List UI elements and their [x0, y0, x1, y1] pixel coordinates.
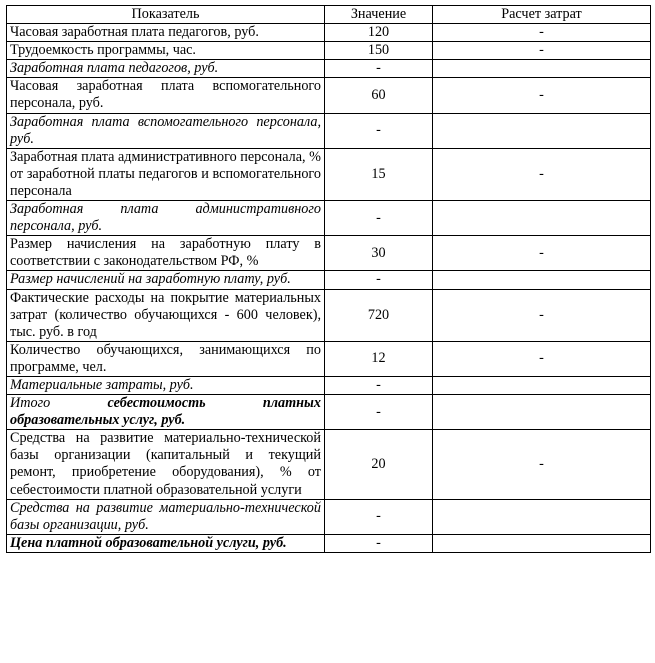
indicator-cell: Часовая заработная плата педагогов, руб.	[7, 24, 325, 42]
calc-cell	[433, 113, 651, 148]
indicator-prefix: Итого	[10, 395, 108, 412]
indicator-cell: Размер начисления на заработную плату в соответствии с законодательством РФ, %	[7, 236, 325, 271]
indicator-cell: Количество обучающихся, занимающихся по программе, чел.	[7, 341, 325, 376]
table-row	[7, 271, 651, 289]
value-cell: -	[325, 271, 433, 289]
table-row	[7, 289, 651, 341]
value-cell: -	[325, 534, 433, 552]
table-row	[7, 60, 651, 78]
calc-cell	[433, 60, 651, 78]
indicator-bold: себестоимость платных образовательных услуг, руб.	[10, 395, 321, 429]
calc-cell: -	[433, 42, 651, 60]
table-row	[7, 201, 651, 236]
indicator-cell: Средства на развитие материально-технической базы организации, руб.	[7, 499, 325, 534]
indicator-cell: Материальные затраты, руб.	[7, 376, 325, 394]
header-indicator: Показатель	[7, 6, 325, 24]
indicator-cell: Трудоемкость программы, час.	[7, 42, 325, 60]
calc-cell	[433, 376, 651, 394]
value-cell: 30	[325, 236, 433, 271]
calc-cell: -	[433, 24, 651, 42]
indicator-cell: Заработная плата вспомогательного персонала, руб.	[7, 113, 325, 148]
value-cell: 60	[325, 78, 433, 113]
table-row	[7, 148, 651, 200]
table-row	[7, 534, 651, 552]
indicator-cell: Заработная плата педагогов, руб.	[7, 60, 325, 78]
table-row	[7, 395, 651, 430]
value-cell: -	[325, 499, 433, 534]
table-row	[7, 113, 651, 148]
indicator-cell: Заработная плата административного персонала, руб.	[7, 201, 325, 236]
indicator-cell: Фактические расходы на покрытие материальных затрат (количество обучающихся - 600 человек), тыс. руб. в год	[7, 289, 325, 341]
table-row	[7, 42, 651, 60]
cost-calculation-table	[6, 5, 651, 553]
header-value: Значение	[325, 6, 433, 24]
calc-cell	[433, 201, 651, 236]
calc-cell: -	[433, 430, 651, 499]
value-cell: -	[325, 201, 433, 236]
table-row	[7, 430, 651, 499]
calc-cell: -	[433, 236, 651, 271]
table-row	[7, 499, 651, 534]
indicator-cell: Размер начислений на заработную плату, руб.	[7, 271, 325, 289]
value-cell: -	[325, 376, 433, 394]
calc-cell: -	[433, 289, 651, 341]
value-cell: 120	[325, 24, 433, 42]
value-cell: 20	[325, 430, 433, 499]
table-row	[7, 341, 651, 376]
calc-cell: -	[433, 341, 651, 376]
header-calc: Расчет затрат	[433, 6, 651, 24]
calc-cell: -	[433, 148, 651, 200]
table-row	[7, 376, 651, 394]
header-row	[7, 6, 651, 24]
value-cell: 12	[325, 341, 433, 376]
indicator-cell: Часовая заработная плата вспомогательного персонала, руб.	[7, 78, 325, 113]
table-row	[7, 24, 651, 42]
calc-cell	[433, 395, 651, 430]
value-cell: -	[325, 113, 433, 148]
table-row	[7, 236, 651, 271]
calc-cell	[433, 271, 651, 289]
value-cell: 15	[325, 148, 433, 200]
calc-cell	[433, 499, 651, 534]
indicator-cell: Цена платной образовательной услуги, руб.	[7, 534, 325, 552]
value-cell: 720	[325, 289, 433, 341]
calc-cell: -	[433, 78, 651, 113]
indicator-cell: Средства на развитие материально-технической базы организации (капитальный и текущий ремонт, приобретение оборудования), % от себестоимости платной образовательной услуги	[7, 430, 325, 499]
calc-cell	[433, 534, 651, 552]
indicator-cell	[7, 395, 325, 430]
table-row	[7, 78, 651, 113]
value-cell: -	[325, 60, 433, 78]
indicator-cell: Заработная плата административного персонала, % от заработной платы педагогов и вспомогательного персонала	[7, 148, 325, 200]
value-cell: 150	[325, 42, 433, 60]
value-cell: -	[325, 395, 433, 430]
